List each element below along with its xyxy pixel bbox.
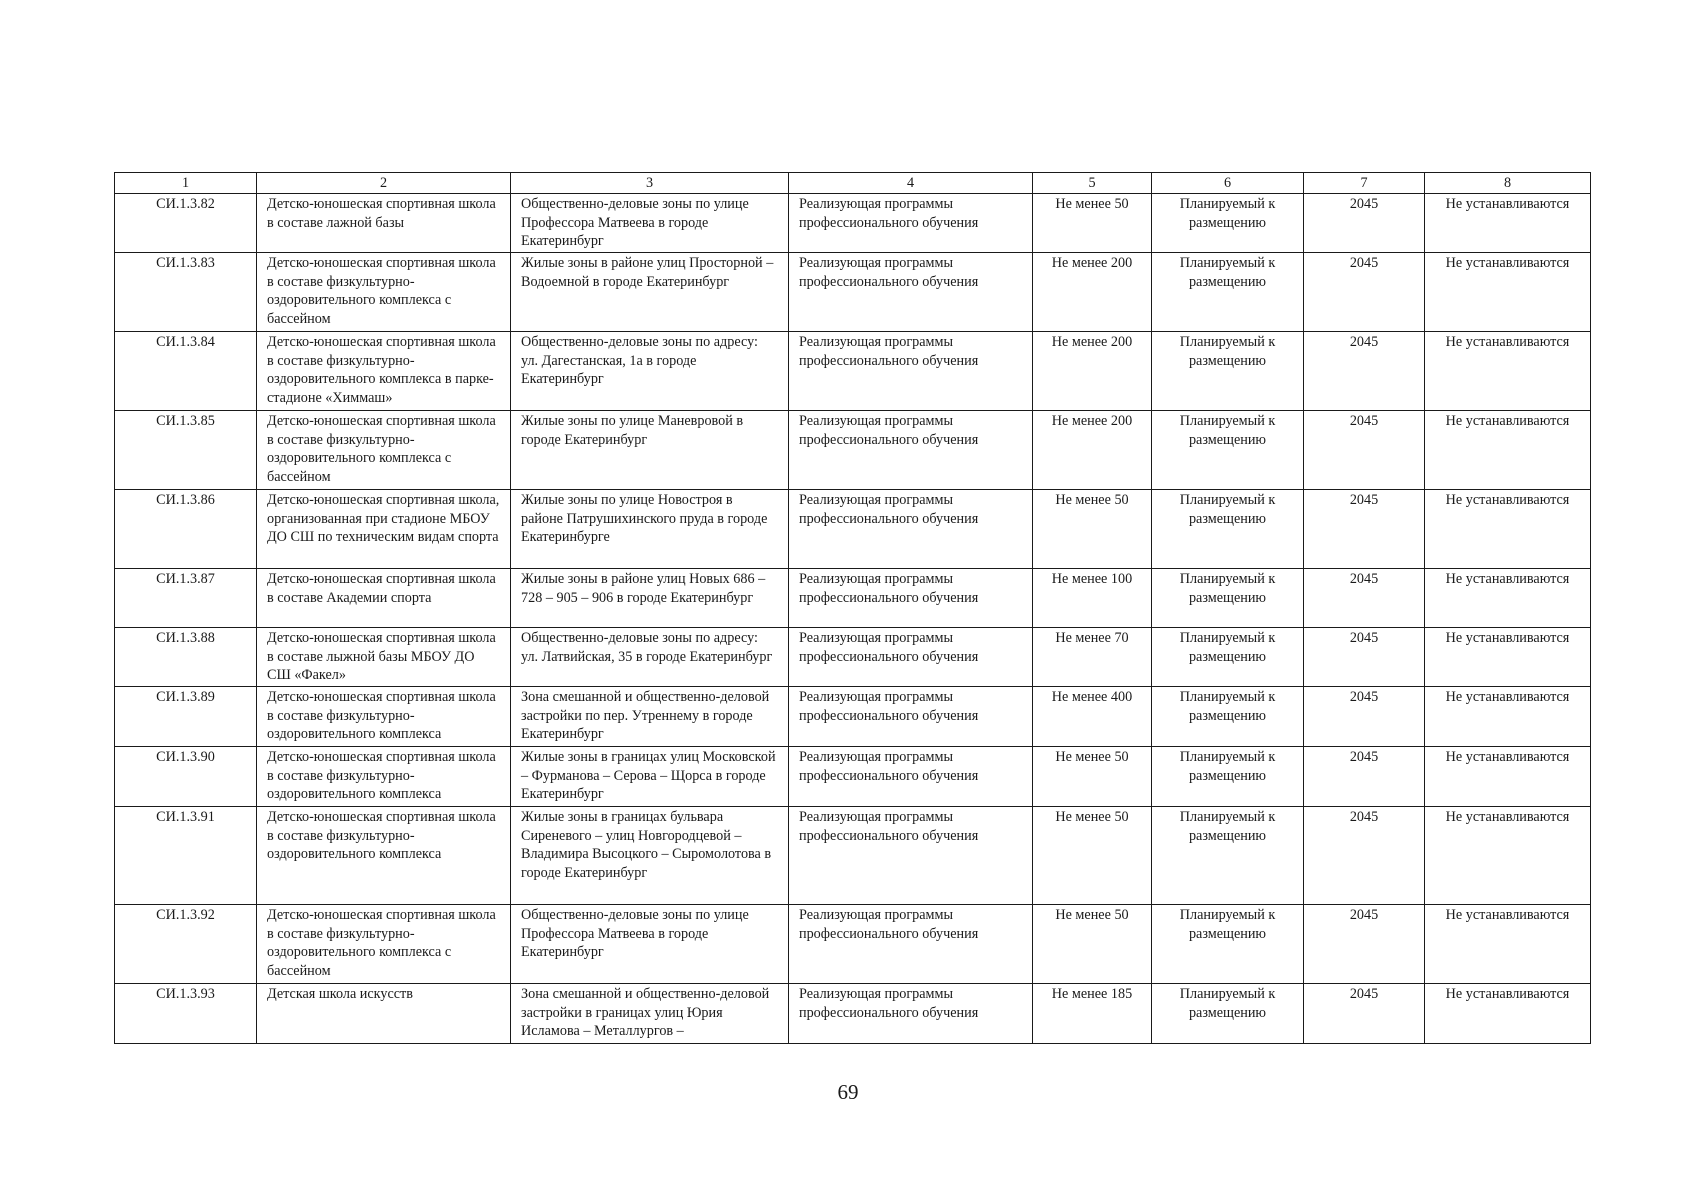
table-row: [115, 687, 1591, 747]
cell-object-name: Детско-юношеская спортивная школа в составе Академии спорта: [257, 569, 511, 628]
cell-object-code: СИ.1.3.86: [115, 490, 257, 569]
cell-zone-restrictions: Не устанавливаются: [1425, 905, 1591, 984]
cell-object-name: Детско-юношеская спортивная школа в составе лажной базы: [257, 194, 511, 253]
planning-table: [114, 172, 1591, 1044]
cell-capacity: Не менее 200: [1033, 332, 1152, 411]
table-row: [115, 569, 1591, 628]
cell-capacity: Не менее 200: [1033, 253, 1152, 332]
cell-year: 2045: [1304, 747, 1425, 807]
cell-location: Жилые зоны в границах улиц Московской – Фурманова – Серова – Щорса в городе Екатеринбург: [511, 747, 789, 807]
cell-zone-restrictions: Не устанавливаются: [1425, 569, 1591, 628]
cell-object-code: СИ.1.3.92: [115, 905, 257, 984]
cell-purpose: Реализующая программы профессионального обучения: [789, 490, 1033, 569]
cell-purpose: Реализующая программы профессионального обучения: [789, 905, 1033, 984]
cell-zone-restrictions: Не устанавливаются: [1425, 807, 1591, 905]
cell-year: 2045: [1304, 194, 1425, 253]
cell-status: Планируемый к размещению: [1152, 747, 1304, 807]
cell-object-name: Детско-юношеская спортивная школа, организованная при стадионе МБОУ ДО СШ по техническим видам спорта: [257, 490, 511, 569]
cell-object-code: СИ.1.3.93: [115, 984, 257, 1044]
column-header: 4: [789, 173, 1033, 194]
column-header: 6: [1152, 173, 1304, 194]
cell-zone-restrictions: Не устанавливаются: [1425, 747, 1591, 807]
cell-purpose: Реализующая программы профессионального обучения: [789, 332, 1033, 411]
cell-purpose: Реализующая программы профессионального обучения: [789, 807, 1033, 905]
table-row: [115, 332, 1591, 411]
cell-object-code: СИ.1.3.91: [115, 807, 257, 905]
cell-purpose: Реализующая программы профессионального обучения: [789, 747, 1033, 807]
cell-status: Планируемый к размещению: [1152, 628, 1304, 687]
cell-purpose: Реализующая программы профессионального обучения: [789, 687, 1033, 747]
cell-status: Планируемый к размещению: [1152, 194, 1304, 253]
cell-year: 2045: [1304, 628, 1425, 687]
cell-object-name: Детско-юношеская спортивная школа в составе физкультурно-оздоровительного комплекса с бассейном: [257, 411, 511, 490]
cell-object-code: СИ.1.3.84: [115, 332, 257, 411]
cell-capacity: Не менее 50: [1033, 807, 1152, 905]
table-row: [115, 194, 1591, 253]
cell-location: Жилые зоны по улице Маневровой в городе Екатеринбург: [511, 411, 789, 490]
cell-location: Общественно-деловые зоны по улице Профессора Матвеева в городе Екатеринбург: [511, 905, 789, 984]
cell-location: Жилые зоны в границах бульвара Сиреневого – улиц Новгородцевой – Владимира Высоцкого – Сыромолотова в городе Екатеринбург: [511, 807, 789, 905]
cell-year: 2045: [1304, 490, 1425, 569]
cell-year: 2045: [1304, 984, 1425, 1044]
cell-object-name: Детско-юношеская спортивная школа в составе лыжной базы МБОУ ДО СШ «Факел»: [257, 628, 511, 687]
cell-object-name: Детско-юношеская спортивная школа в составе физкультурно-оздоровительного комплекса с бассейном: [257, 253, 511, 332]
cell-status: Планируемый к размещению: [1152, 332, 1304, 411]
cell-status: Планируемый к размещению: [1152, 807, 1304, 905]
cell-status: Планируемый к размещению: [1152, 984, 1304, 1044]
cell-capacity: Не менее 50: [1033, 747, 1152, 807]
cell-location: Жилые зоны по улице Новостроя в районе Патрушихинского пруда в городе Екатеринбурге: [511, 490, 789, 569]
cell-capacity: Не менее 50: [1033, 905, 1152, 984]
cell-location: Зона смешанной и общественно-деловой застройки по пер. Утреннему в городе Екатеринбург: [511, 687, 789, 747]
cell-object-code: СИ.1.3.82: [115, 194, 257, 253]
cell-object-code: СИ.1.3.90: [115, 747, 257, 807]
cell-zone-restrictions: Не устанавливаются: [1425, 490, 1591, 569]
cell-object-code: СИ.1.3.88: [115, 628, 257, 687]
cell-location: Жилые зоны в районе улиц Просторной – Водоемной в городе Екатеринбург: [511, 253, 789, 332]
cell-status: Планируемый к размещению: [1152, 253, 1304, 332]
cell-zone-restrictions: Не устанавливаются: [1425, 411, 1591, 490]
cell-status: Планируемый к размещению: [1152, 569, 1304, 628]
cell-zone-restrictions: Не устанавливаются: [1425, 628, 1591, 687]
cell-year: 2045: [1304, 905, 1425, 984]
cell-zone-restrictions: Не устанавливаются: [1425, 984, 1591, 1044]
cell-purpose: Реализующая программы профессионального обучения: [789, 984, 1033, 1044]
cell-purpose: Реализующая программы профессионального обучения: [789, 569, 1033, 628]
cell-object-name: Детско-юношеская спортивная школа в составе физкультурно-оздоровительного комплекса: [257, 807, 511, 905]
cell-year: 2045: [1304, 253, 1425, 332]
cell-year: 2045: [1304, 807, 1425, 905]
cell-object-name: Детско-юношеская спортивная школа в составе физкультурно-оздоровительного комплекса с бассейном: [257, 905, 511, 984]
table-row: [115, 747, 1591, 807]
table-row: [115, 984, 1591, 1044]
cell-status: Планируемый к размещению: [1152, 687, 1304, 747]
column-header: 3: [511, 173, 789, 194]
column-header: 8: [1425, 173, 1591, 194]
cell-capacity: Не менее 50: [1033, 194, 1152, 253]
column-header: 2: [257, 173, 511, 194]
column-header: 1: [115, 173, 257, 194]
table-row: [115, 807, 1591, 905]
cell-year: 2045: [1304, 687, 1425, 747]
column-header: 5: [1033, 173, 1152, 194]
cell-zone-restrictions: Не устанавливаются: [1425, 253, 1591, 332]
cell-year: 2045: [1304, 569, 1425, 628]
cell-capacity: Не менее 70: [1033, 628, 1152, 687]
cell-object-code: СИ.1.3.89: [115, 687, 257, 747]
cell-object-name: Детско-юношеская спортивная школа в составе физкультурно-оздоровительного комплекса: [257, 747, 511, 807]
cell-status: Планируемый к размещению: [1152, 905, 1304, 984]
table-header-row: [115, 173, 1591, 194]
cell-status: Планируемый к размещению: [1152, 490, 1304, 569]
cell-zone-restrictions: Не устанавливаются: [1425, 332, 1591, 411]
cell-capacity: Не менее 50: [1033, 490, 1152, 569]
table-row: [115, 411, 1591, 490]
table-row: [115, 490, 1591, 569]
column-header: 7: [1304, 173, 1425, 194]
cell-object-code: СИ.1.3.83: [115, 253, 257, 332]
cell-object-name: Детско-юношеская спортивная школа в составе физкультурно-оздоровительного комплекса в парке-стадионе «Химмаш»: [257, 332, 511, 411]
cell-capacity: Не менее 100: [1033, 569, 1152, 628]
cell-location: Общественно-деловые зоны по адресу: ул. Латвийская, 35 в городе Екатеринбург: [511, 628, 789, 687]
cell-capacity: Не менее 185: [1033, 984, 1152, 1044]
cell-year: 2045: [1304, 332, 1425, 411]
cell-purpose: Реализующая программы профессионального обучения: [789, 194, 1033, 253]
cell-location: Общественно-деловые зоны по адресу: ул. Дагестанская, 1а в городе Екатеринбург: [511, 332, 789, 411]
cell-location: Общественно-деловые зоны по улице Профессора Матвеева в городе Екатеринбург: [511, 194, 789, 253]
cell-object-code: СИ.1.3.87: [115, 569, 257, 628]
cell-purpose: Реализующая программы профессионального обучения: [789, 411, 1033, 490]
cell-capacity: Не менее 400: [1033, 687, 1152, 747]
cell-object-name: Детско-юношеская спортивная школа в составе физкультурно-оздоровительного комплекса: [257, 687, 511, 747]
cell-purpose: Реализующая программы профессионального обучения: [789, 253, 1033, 332]
cell-purpose: Реализующая программы профессионального обучения: [789, 628, 1033, 687]
cell-object-name: Детская школа искусств: [257, 984, 511, 1044]
cell-status: Планируемый к размещению: [1152, 411, 1304, 490]
table-row: [115, 905, 1591, 984]
table-body: [115, 194, 1591, 1044]
cell-zone-restrictions: Не устанавливаются: [1425, 194, 1591, 253]
cell-capacity: Не менее 200: [1033, 411, 1152, 490]
cell-object-code: СИ.1.3.85: [115, 411, 257, 490]
page-number: 69: [837, 1080, 859, 1104]
cell-location: Зона смешанной и общественно-деловой застройки в границах улиц Юрия Исламова – Металлургов –: [511, 984, 789, 1044]
cell-year: 2045: [1304, 411, 1425, 490]
cell-zone-restrictions: Не устанавливаются: [1425, 687, 1591, 747]
table-row: [115, 628, 1591, 687]
cell-location: Жилые зоны в районе улиц Новых 686 – 728 – 905 – 906 в городе Екатеринбург: [511, 569, 789, 628]
table-row: [115, 253, 1591, 332]
